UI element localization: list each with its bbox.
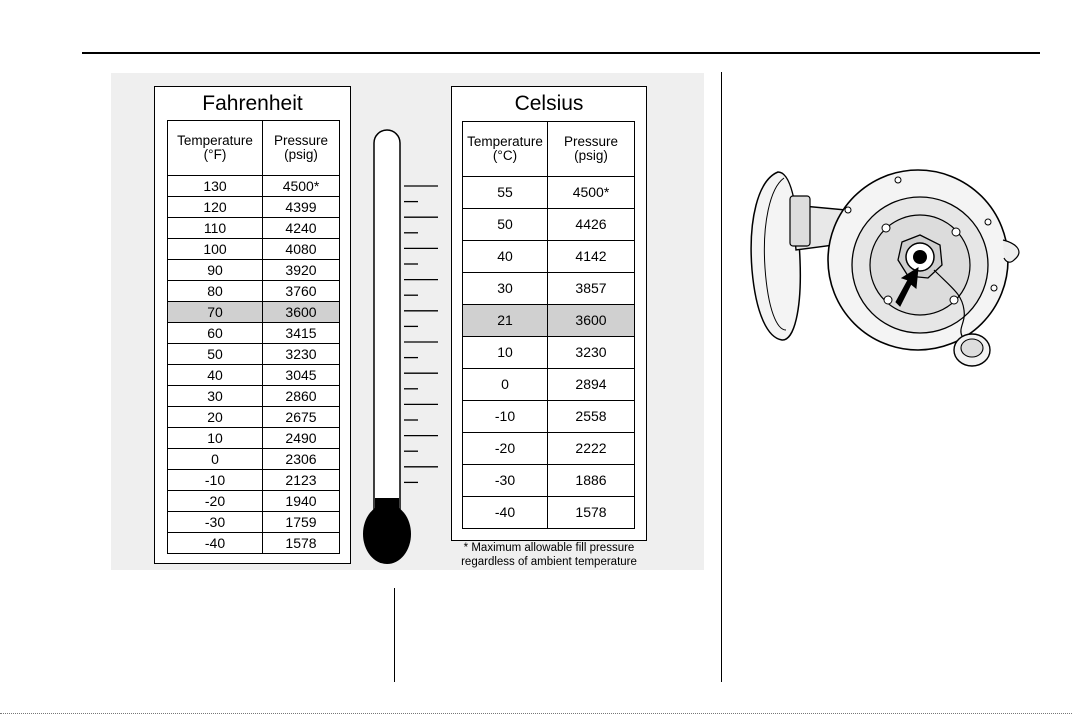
pressure-cell: 4240 [263,218,340,239]
pressure-cell: 4426 [548,209,635,241]
temperature-cell: 50 [168,344,263,365]
table-row [168,218,340,239]
table-row [168,470,340,491]
table-row [463,433,635,465]
pressure-cell: 2675 [263,407,340,428]
temperature-cell: 50 [463,209,548,241]
table-header-row [463,122,635,177]
dust-cap-inner [961,339,983,357]
fahrenheit-panel [154,86,351,564]
pressure-cell: 1886 [548,465,635,497]
pressure-cell: 4142 [548,241,635,273]
pressure-cell: 3920 [263,260,340,281]
table-row [168,407,340,428]
temperature-cell: 30 [463,273,548,305]
temperature-cell: 100 [168,239,263,260]
table-row [463,177,635,209]
table-row [168,512,340,533]
celsius-table [462,121,635,529]
celsius-panel [451,86,647,541]
temperature-cell: -30 [168,512,263,533]
pressure-cell: 2860 [263,386,340,407]
temperature-cell: -30 [463,465,548,497]
pressure-cell: 2123 [263,470,340,491]
temperature-cell: 21 [463,305,548,337]
table-row [168,302,340,323]
temperature-cell: -10 [168,470,263,491]
pressure-cell: 4500* [263,176,340,197]
table-row [463,241,635,273]
temperature-cell: 80 [168,281,263,302]
temperature-cell: 0 [463,369,548,401]
pressure-cell: 1940 [263,491,340,512]
cng-fuel-door-illustration [748,160,1028,370]
housing-tab [1003,240,1019,262]
table-row [168,176,340,197]
temperature-cell: 20 [168,407,263,428]
table-row [168,533,340,554]
pressure-cell: 3230 [263,344,340,365]
pressure-cell: 3230 [548,337,635,369]
temperature-cell: 60 [168,323,263,344]
pressure-cell: 3857 [548,273,635,305]
pressure-cell: 2306 [263,449,340,470]
pressure-cell: 4080 [263,239,340,260]
temperature-cell: 40 [463,241,548,273]
pressure-cell: 3760 [263,281,340,302]
table-row [168,344,340,365]
pressure-cell: 3415 [263,323,340,344]
table-row [463,337,635,369]
table-row [168,365,340,386]
temperature-cell: 10 [463,337,548,369]
column-divider-right [721,72,722,682]
temperature-cell: 0 [168,449,263,470]
thermometer-scale [404,186,438,482]
table-row [168,323,340,344]
temperature-cell: 90 [168,260,263,281]
pressure-cell: 2558 [548,401,635,433]
pressure-cell: 2894 [548,369,635,401]
pressure-cell: 2222 [548,433,635,465]
footnote: * Maximum allowable fill pressure regardless of ambient temperature [461,542,637,568]
fahrenheit-table [167,120,340,554]
pressure-cell: 3045 [263,365,340,386]
temperature-cell: -20 [168,491,263,512]
pressure-cell: 1578 [548,497,635,529]
table-row [463,209,635,241]
thermometer-bulb [363,504,411,564]
temperature-cell: 40 [168,365,263,386]
table-row [168,260,340,281]
celsius-title: Celsius [514,92,584,115]
table-row [463,273,635,305]
table-row [463,497,635,529]
pressure-cell: 4399 [263,197,340,218]
temperature-cell: 30 [168,386,263,407]
temperature-cell: -40 [463,497,548,529]
page-bottom-edge [0,713,1072,714]
pressure-cell: 3600 [548,305,635,337]
pressure-cell: 1759 [263,512,340,533]
temperature-cell: 70 [168,302,263,323]
temperature-cell: 110 [168,218,263,239]
temperature-cell: 130 [168,176,263,197]
column-header-pressure: Pressure (psig) [263,121,340,176]
temperature-cell: -40 [168,533,263,554]
door-hinge [790,196,810,246]
temperature-cell: 55 [463,177,548,209]
table-row [168,491,340,512]
table-header-row [168,121,340,176]
temperature-cell: -10 [463,401,548,433]
temperature-cell: 10 [168,428,263,449]
table-row [168,197,340,218]
page-header-rule [82,52,1040,54]
pressure-cell: 2490 [263,428,340,449]
column-header-pressure: Pressure (psig) [548,122,635,177]
column-header-temperature: Temperature (°C) [463,122,548,177]
pressure-cell: 1578 [263,533,340,554]
column-header-temperature: Temperature (°F) [168,121,263,176]
temperature-cell: 120 [168,197,263,218]
thermometer-icon [362,128,440,568]
thermometer-tube [374,130,400,530]
table-row [463,305,635,337]
table-row [168,239,340,260]
pressure-cell: 3600 [263,302,340,323]
table-row [168,386,340,407]
table-row [168,281,340,302]
temperature-cell: -20 [463,433,548,465]
table-row [168,428,340,449]
column-divider [394,588,395,682]
table-row [463,465,635,497]
table-row [463,369,635,401]
table-row [168,449,340,470]
fahrenheit-title: Fahrenheit [202,92,303,115]
fill-receptacle-nozzle [913,250,927,264]
table-row [463,401,635,433]
pressure-cell: 4500* [548,177,635,209]
